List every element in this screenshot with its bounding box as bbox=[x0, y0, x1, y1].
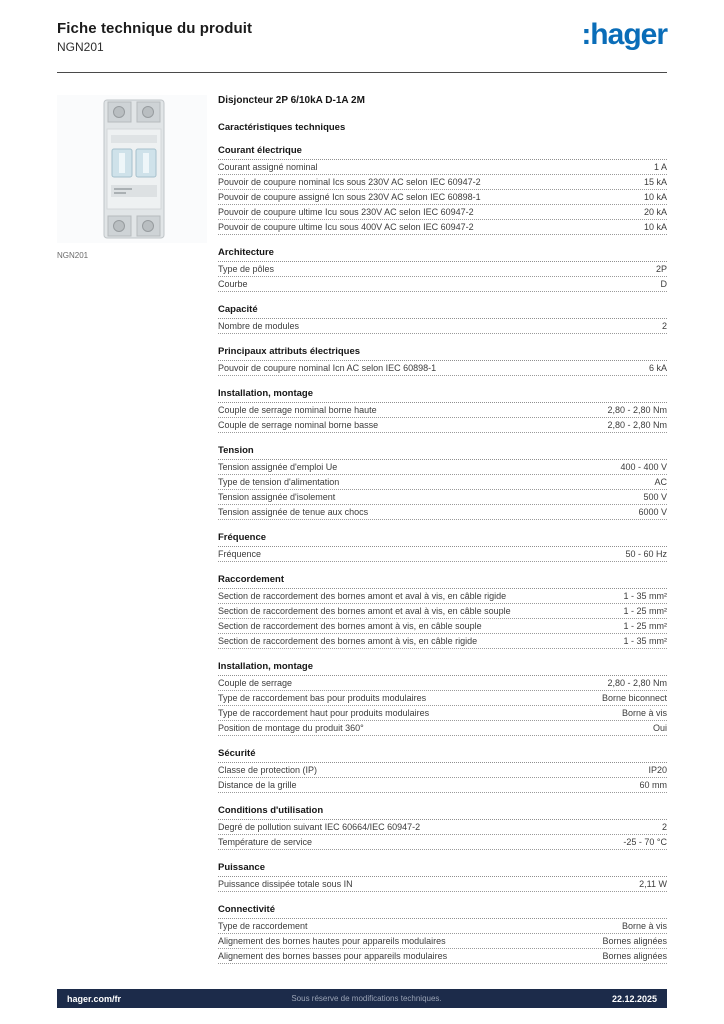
spec-row bbox=[218, 205, 667, 220]
spec-value: 2,80 - 2,80 Nm bbox=[607, 420, 667, 430]
spec-value: 2 bbox=[661, 321, 667, 331]
section-title: Connectivité bbox=[218, 904, 667, 919]
spec-section bbox=[218, 445, 667, 520]
spec-column bbox=[218, 95, 667, 964]
section-rows bbox=[218, 361, 667, 376]
spec-section bbox=[218, 247, 667, 292]
section-rows bbox=[218, 820, 667, 850]
spec-section bbox=[218, 862, 667, 892]
spec-value: Borne biconnect bbox=[601, 693, 667, 703]
spec-label: Couple de serrage nominal borne haute bbox=[218, 405, 377, 415]
spec-value: 10 kA bbox=[643, 192, 667, 202]
product-reference: NGN201 bbox=[57, 40, 104, 54]
spec-value: 1 - 35 mm² bbox=[623, 636, 667, 646]
spec-row bbox=[218, 835, 667, 850]
spec-row bbox=[218, 604, 667, 619]
section-title: Capacité bbox=[218, 304, 667, 319]
circuit-breaker-illustration bbox=[57, 95, 207, 243]
spec-row bbox=[218, 919, 667, 934]
section-rows bbox=[218, 160, 667, 235]
spec-row bbox=[218, 949, 667, 964]
spec-label: Couple de serrage nominal borne basse bbox=[218, 420, 379, 430]
spec-row bbox=[218, 160, 667, 175]
spec-row bbox=[218, 763, 667, 778]
spec-label: Pouvoir de coupure ultime Icu sous 400V AC selon IEC 60947-2 bbox=[218, 222, 474, 232]
spec-label: Classe de protection (IP) bbox=[218, 765, 318, 775]
spec-value: 2,80 - 2,80 Nm bbox=[607, 678, 667, 688]
spec-section bbox=[218, 388, 667, 433]
section-title: Principaux attributs électriques bbox=[218, 346, 667, 361]
spec-value: IP20 bbox=[648, 765, 667, 775]
section-title: Architecture bbox=[218, 247, 667, 262]
section-rows bbox=[218, 319, 667, 334]
section-rows bbox=[218, 763, 667, 793]
spec-row bbox=[218, 691, 667, 706]
spec-label: Fréquence bbox=[218, 549, 262, 559]
section-rows bbox=[218, 676, 667, 736]
spec-value: AC bbox=[654, 477, 667, 487]
spec-value: Borne à vis bbox=[621, 921, 667, 931]
spec-sections bbox=[218, 145, 667, 964]
footer-date: 22.12.2025 bbox=[611, 993, 657, 1004]
section-title: Sécurité bbox=[218, 748, 667, 763]
spec-value: 1 A bbox=[653, 162, 667, 172]
spec-value: 2,11 W bbox=[639, 879, 667, 889]
image-caption: NGN201 bbox=[57, 251, 89, 260]
spec-value: 10 kA bbox=[643, 222, 667, 232]
product-name: Disjoncteur 2P 6/10kA D-1A 2M bbox=[218, 95, 365, 106]
spec-value: D bbox=[660, 279, 667, 289]
spec-row bbox=[218, 403, 667, 418]
spec-value: 15 kA bbox=[643, 177, 667, 187]
footer-disclaimer: Sous réserve de modifications techniques. bbox=[291, 994, 442, 1003]
spec-row bbox=[218, 934, 667, 949]
spec-row bbox=[218, 676, 667, 691]
spec-value: 6000 V bbox=[638, 507, 667, 517]
spec-label: Courant assigné nominal bbox=[218, 162, 318, 172]
spec-value: 20 kA bbox=[643, 207, 667, 217]
section-rows bbox=[218, 460, 667, 520]
spec-label: Couple de serrage bbox=[218, 678, 293, 688]
spec-row bbox=[218, 547, 667, 562]
spec-section bbox=[218, 574, 667, 649]
spec-row bbox=[218, 877, 667, 892]
spec-value: -25 - 70 °C bbox=[623, 837, 667, 847]
spec-label: Pouvoir de coupure nominal Ics sous 230V AC selon IEC 60947-2 bbox=[218, 177, 481, 187]
spec-row bbox=[218, 619, 667, 634]
spec-section bbox=[218, 532, 667, 562]
spec-value: Oui bbox=[652, 723, 667, 733]
section-title: Puissance bbox=[218, 862, 667, 877]
spec-row bbox=[218, 361, 667, 376]
spec-section bbox=[218, 748, 667, 793]
spec-label: Tension assignée d'isolement bbox=[218, 492, 336, 502]
spec-label: Position de montage du produit 360° bbox=[218, 723, 364, 733]
spec-section bbox=[218, 346, 667, 376]
spec-row bbox=[218, 190, 667, 205]
spec-label: Tension assignée de tenue aux chocs bbox=[218, 507, 369, 517]
spec-value: 60 mm bbox=[639, 780, 667, 790]
page-footer bbox=[57, 989, 667, 1008]
spec-section bbox=[218, 661, 667, 736]
spec-row bbox=[218, 721, 667, 736]
spec-label: Section de raccordement des bornes amont à vis, en câble rigide bbox=[218, 636, 478, 646]
section-title: Courant électrique bbox=[218, 145, 667, 160]
spec-label: Section de raccordement des bornes amont à vis, en câble souple bbox=[218, 621, 482, 631]
spec-value: 1 - 25 mm² bbox=[623, 621, 667, 631]
image-column bbox=[57, 95, 207, 260]
spec-row bbox=[218, 589, 667, 604]
spec-row bbox=[218, 418, 667, 433]
spec-section bbox=[218, 304, 667, 334]
spec-label: Nombre de modules bbox=[218, 321, 300, 331]
section-rows bbox=[218, 547, 667, 562]
section-rows bbox=[218, 262, 667, 292]
spec-label: Degré de pollution suivant IEC 60664/IEC 60947-2 bbox=[218, 822, 421, 832]
spec-value: 1 - 25 mm² bbox=[623, 606, 667, 616]
tech-characteristics-heading: Caractéristiques techniques bbox=[218, 122, 346, 133]
spec-label: Type de raccordement bas pour produits modulaires bbox=[218, 693, 427, 703]
spec-label: Pouvoir de coupure ultime Icu sous 230V AC selon IEC 60947-2 bbox=[218, 207, 474, 217]
spec-value: 400 - 400 V bbox=[620, 462, 667, 472]
spec-row bbox=[218, 778, 667, 793]
spec-value: Borne à vis bbox=[621, 708, 667, 718]
spec-label: Puissance dissipée totale sous IN bbox=[218, 879, 353, 889]
spec-label: Section de raccordement des bornes amont et aval à vis, en câble souple bbox=[218, 606, 511, 616]
spec-value: 1 - 35 mm² bbox=[623, 591, 667, 601]
spec-row bbox=[218, 706, 667, 721]
spec-label: Section de raccordement des bornes amont et aval à vis, en câble rigide bbox=[218, 591, 507, 601]
section-rows bbox=[218, 403, 667, 433]
spec-row bbox=[218, 634, 667, 649]
spec-value: 2P bbox=[655, 264, 667, 274]
spec-label: Alignement des bornes hautes pour appareils modulaires bbox=[218, 936, 446, 946]
section-rows bbox=[218, 589, 667, 649]
spec-label: Température de service bbox=[218, 837, 313, 847]
page-title: Fiche technique du produit bbox=[57, 20, 253, 37]
spec-label: Type de tension d'alimentation bbox=[218, 477, 340, 487]
spec-row bbox=[218, 505, 667, 520]
spec-section bbox=[218, 805, 667, 850]
spec-row bbox=[218, 262, 667, 277]
spec-label: Courbe bbox=[218, 279, 248, 289]
spec-value: 2 bbox=[661, 822, 667, 832]
spec-label: Type de pôles bbox=[218, 264, 275, 274]
section-title: Fréquence bbox=[218, 532, 667, 547]
spec-value: 6 kA bbox=[648, 363, 667, 373]
spec-value: 2,80 - 2,80 Nm bbox=[607, 405, 667, 415]
spec-label: Type de raccordement bbox=[218, 921, 308, 931]
spec-label: Alignement des bornes basses pour appareils modulaires bbox=[218, 951, 448, 961]
spec-label: Distance de la grille bbox=[218, 780, 297, 790]
section-title: Raccordement bbox=[218, 574, 667, 589]
spec-row bbox=[218, 175, 667, 190]
spec-value: Bornes alignées bbox=[602, 951, 667, 961]
spec-row bbox=[218, 820, 667, 835]
spec-label: Tension assignée d'emploi Ue bbox=[218, 462, 338, 472]
spec-row bbox=[218, 475, 667, 490]
header-divider bbox=[57, 72, 667, 73]
hager-logo: :hager bbox=[581, 18, 667, 51]
section-title: Installation, montage bbox=[218, 388, 667, 403]
spec-row bbox=[218, 220, 667, 235]
spec-row bbox=[218, 490, 667, 505]
footer-website-link[interactable]: hager.com/fr bbox=[67, 993, 122, 1004]
spec-label: Pouvoir de coupure nominal Icn AC selon IEC 60898-1 bbox=[218, 363, 437, 373]
product-image bbox=[57, 95, 207, 243]
page-header bbox=[57, 20, 667, 70]
section-title: Installation, montage bbox=[218, 661, 667, 676]
spec-label: Type de raccordement haut pour produits modulaires bbox=[218, 708, 430, 718]
section-rows bbox=[218, 919, 667, 964]
section-title: Conditions d'utilisation bbox=[218, 805, 667, 820]
spec-row bbox=[218, 277, 667, 292]
spec-section bbox=[218, 904, 667, 964]
section-rows bbox=[218, 877, 667, 892]
spec-section bbox=[218, 145, 667, 235]
spec-label: Pouvoir de coupure assigné Icn sous 230V AC selon IEC 60898-1 bbox=[218, 192, 481, 202]
spec-row bbox=[218, 460, 667, 475]
spec-value: 50 - 60 Hz bbox=[625, 549, 667, 559]
spec-value: 500 V bbox=[643, 492, 667, 502]
section-title: Tension bbox=[218, 445, 667, 460]
spec-row bbox=[218, 319, 667, 334]
spec-value: Bornes alignées bbox=[602, 936, 667, 946]
